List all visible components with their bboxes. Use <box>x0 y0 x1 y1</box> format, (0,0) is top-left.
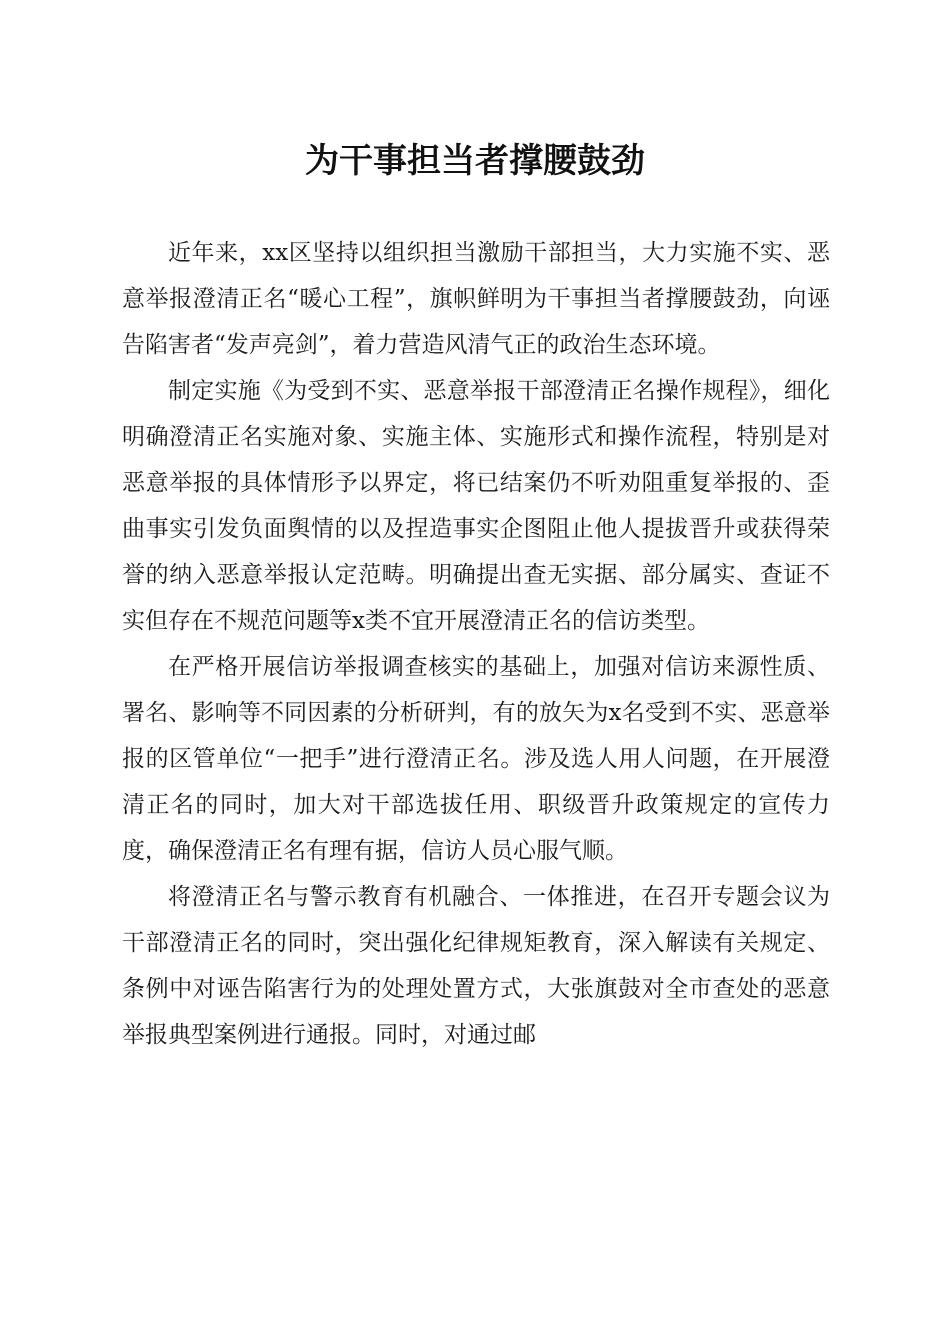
paragraph-1: 近年来，xx区坚持以组织担当激励干部担当，大力实施不实、恶意举报澄清正名“暖心工程”，旗帜鲜明为干事担当者撑腰鼓劲，向诬告陷害者“发声亮剑”，着力营造风清气正的政治生态环境。 <box>122 240 830 358</box>
paragraph-4: 将澄清正名与警示教育有机融合、一体推进，在召开专题会议为干部澄清正名的同时，突出强化纪律规矩教育，深入解读有关规定、条例中对诬告陷害行为的处理处置方式，大张旗鼓对全市查处的恶意举报典型案例进行通报。同时，对通过邮 <box>122 884 830 1048</box>
document-body <box>122 230 830 1058</box>
paragraph-2: 制定实施《为受到不实、恶意举报干部澄清正名操作规程》，细化明确澄清正名实施对象、实施主体、实施形式和操作流程，特别是对恶意举报的具体情形予以界定，将已结案仍不听劝阻重复举报的、歪曲事实引发负面舆情的以及捏造事实企图阻止他人提拔晋升或获得荣誉的纳入恶意举报认定范畴。明确提出查无实据、部分属实、查证不实但存在不规范问题等x类不宜开展澄清正名的信访类型。 <box>122 378 830 634</box>
paragraph-3: 在严格开展信访举报调查核实的基础上，加强对信访来源性质、署名、影响等不同因素的分析研判，有的放矢为x名受到不实、恶意举报的区管单位“一把手”进行澄清正名。涉及选人用人问题，在开展澄清正名的同时，加大对干部选拔任用、职级晋升政策规定的宣传力度，确保澄清正名有理有据，信访人员心服气顺。 <box>122 654 830 864</box>
document-title: 为干事担当者撑腰鼓劲 <box>305 141 645 181</box>
